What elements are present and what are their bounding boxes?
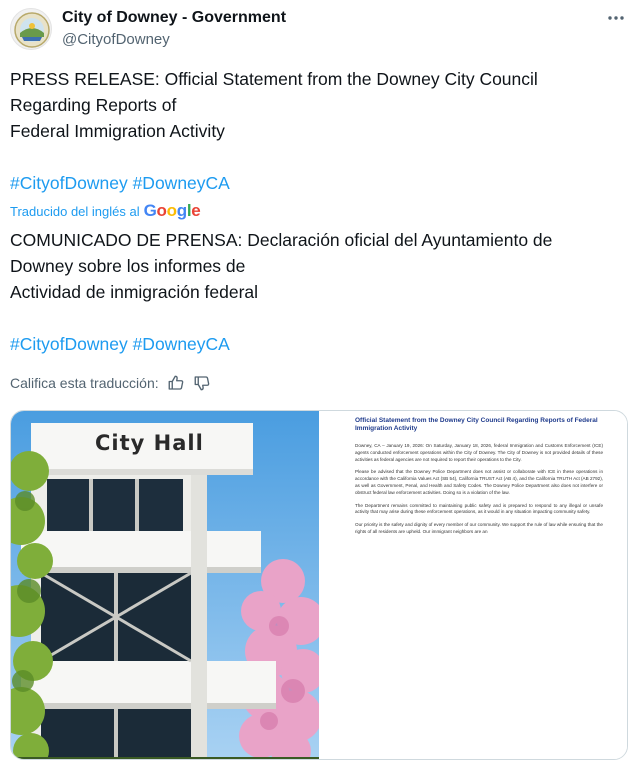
statement-document	[319, 411, 628, 760]
post-line: Actividad de inmigración federal	[10, 282, 259, 302]
document-paragraph: Please be advised that the Downey Police Department does not assist or collaborate with ICE in these operations in accordance with the California Values Act (SB 54), California TRUST Act (AB 4), and the California TRUTH Act (AB 2792), as well as Government, Penal, and Health and Safety Codes. The Downey Police Department also does not interfere or obstruct federal law enforcement activities. Doing so is a violation of the law.	[355, 469, 603, 495]
rate-label: Califica esta traducción:	[10, 375, 159, 391]
author-name[interactable]: City of Downey - Government	[62, 9, 287, 26]
post-line: Federal Immigration Activity	[10, 121, 225, 141]
hashtag-link[interactable]: #CityofDowney	[10, 173, 128, 193]
media-attachment[interactable]	[10, 410, 628, 760]
rate-translation	[10, 374, 211, 392]
document-paragraph: Our priority is the safety and dignity of every member of our community. We support the rule of law while ensuring that the rights of all residents are upheld. Our immigrant neighbors are an	[355, 522, 603, 534]
post-text-translated	[10, 227, 620, 305]
hashtag-link[interactable]: #DowneyCA	[132, 334, 230, 354]
author-handle[interactable]: @CityofDowney	[62, 31, 170, 48]
hashtags-original	[10, 173, 230, 194]
post-text-original	[10, 66, 620, 144]
city-hall-sign: City Hall	[95, 431, 204, 455]
post-line: Downey sobre los informes de	[10, 256, 246, 276]
tweet-header	[10, 8, 630, 56]
hashtags-translated	[10, 334, 230, 355]
post-line: Regarding Reports of	[10, 95, 177, 115]
document-paragraph: The Department remains committed to maintaining public safety and is prepared to respond to any illegal or unsafe activity that may arise during these enforcement operations, as it would in any situation impacting community safety.	[355, 502, 603, 515]
translation-label: Traducido del inglés al	[10, 203, 140, 219]
more-icon[interactable]	[606, 8, 626, 34]
city-hall-photo[interactable]	[11, 411, 319, 760]
avatar[interactable]	[10, 8, 52, 50]
thumbs-down-icon[interactable]	[193, 374, 211, 392]
google-logo: Google	[143, 201, 201, 220]
hashtag-link[interactable]: #CityofDowney	[10, 334, 128, 354]
translation-notice[interactable]	[10, 201, 200, 221]
hashtag-link[interactable]: #DowneyCA	[132, 173, 230, 193]
city-seal-icon	[11, 9, 52, 50]
post-line: COMUNICADO DE PRENSA: Declaración oficial del Ayuntamiento de	[10, 230, 553, 250]
thumbs-up-icon[interactable]	[167, 374, 185, 392]
post-line: PRESS RELEASE: Official Statement from the Downey City Council	[10, 69, 538, 89]
document-paragraph: Downey, CA – January 19, 2026: On Saturday, January 18, 2026, federal Immigration and Customs Enforcement (ICE) agents conducted enforcement operations within the City of Downey. The City of Downey is not provided details of these activities as federal agencies are not required to report their operations to the City.	[355, 443, 603, 462]
document-title: Official Statement from the Downey City Council Regarding Reports of Federal Immigration Activity	[355, 417, 598, 432]
